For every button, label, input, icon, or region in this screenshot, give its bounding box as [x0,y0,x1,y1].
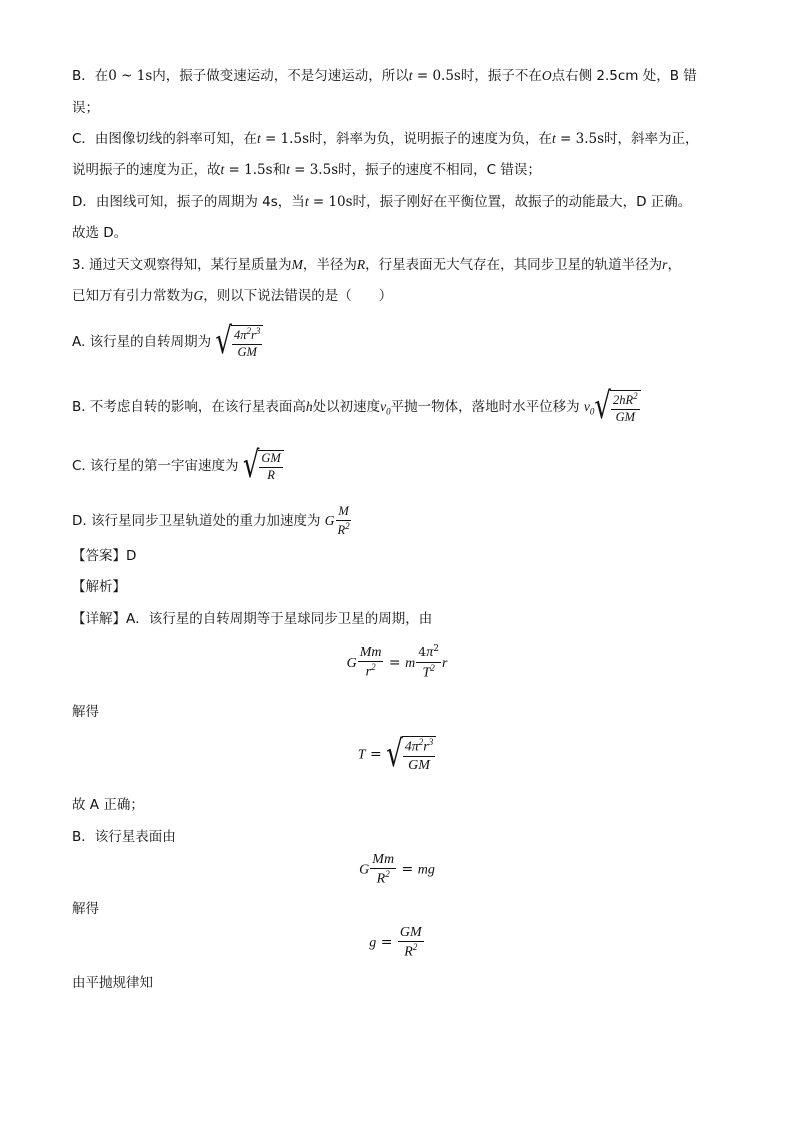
explanation-c-line-1 [72,130,699,148]
explanation-b-line-2: 误； [72,100,99,116]
math-text: = 10s [308,194,353,210]
projectile-rule-line: 由平抛规律知 [72,975,153,991]
text: D．由图线可知，振子的周期为 4s，当 [72,194,305,210]
math-var: O [541,68,552,83]
explanation-b-line-1 [72,67,697,85]
option-d-formula: $\frac{M}{R^2}$ [337,504,350,537]
math-text: = 0.5s [412,68,461,84]
text: 和 [272,162,287,178]
math-var: $v_0$ [380,398,391,417]
text: 时，振子不在 [460,68,542,84]
equation-1: G $\frac{Mm}{r^2}$ = m $\frac{4\pi^2}{T^2}$ r [346,644,448,681]
option-b [72,386,641,429]
explanation-c-line-2 [72,161,541,179]
option-a-text: A. 该行星的自转周期为 [72,333,212,350]
math-var: G [193,288,204,303]
solve-label-1: 解得 [72,704,99,720]
text: 点右侧 2.5cm 处，B 错 [551,68,697,84]
text: ，半径为 [302,257,357,273]
option-c-formula: √ $\frac{GM}{R}$ [243,450,284,483]
math-var: t [286,162,290,177]
math-text: = 3.5s [555,131,605,147]
text: 内，振子做变速运动，不是匀速运动，所以 [152,68,409,84]
equation-2: T = √ $\frac{4\pi^2r^3}{GM}$ [0,736,794,773]
option-d [72,505,353,538]
option-a [72,321,263,364]
math-var: h [305,398,313,414]
math-var: $v_0$ [583,398,595,417]
b-surface-line: B．该行星表面由 [72,829,176,845]
math-text: = 1.5s [260,131,309,147]
option-b-text: B. 不考虑自转的影响，在该行星表面高 [72,398,306,415]
text: 时，振子刚好在平衡位置，故振子的动能最大，D 正确。 [352,194,692,210]
equation-4: g = $\frac{GM}{R^2}$ [369,925,422,961]
text: ， [667,257,681,273]
text: 3. 通过天文观察得知，某行星质量为 [72,257,292,273]
option-d-text: D. 该行星同步卫星轨道处的重力加速度为 [72,512,321,529]
text: 时，振子的速度不相同，C 错误； [338,162,541,178]
text: 说明振子的速度为正，故 [72,162,221,178]
math-var: r [662,257,668,272]
option-c [72,445,284,488]
solve-label-2: 解得 [72,901,99,917]
text: 处以初速度 [312,398,381,415]
detail-line: 【详解】A．该行星的自转周期等于星球同步卫星的周期，由 [72,611,433,627]
math-var: R [356,257,366,272]
option-c-text: C. 该行星的第一宇宙速度为 [72,457,239,474]
equation-3: G $\frac{Mm}{R^2}$ = mg [359,852,435,888]
question-3-line-2 [72,287,392,305]
text: 时，斜率为负，说明振子的速度为负，在 [309,131,552,147]
a-correct-line: 故 A 正确； [72,797,144,813]
text: 平抛一物体，落地时水平位移为 [390,398,580,415]
text: ，行星表面无大气存在，其同步卫星的轨道半径为 [365,257,663,273]
math-text: = 3.5s [289,162,339,178]
answer-line: 【答案】D [72,548,137,564]
explanation-d-line [72,193,691,211]
math-text: = 1.5s [224,162,273,178]
math-var: t [408,68,413,83]
selection-line: 故选 D。 [72,225,128,241]
math-var: t [256,131,261,146]
math-text: 0 ~ 1s [108,68,153,84]
math-var: M [291,257,303,272]
text: 已知万有引力常数为 [72,288,194,304]
math-var: t [220,162,225,177]
question-3-line-1 [72,256,681,274]
text: 时，斜率为正， [604,131,699,147]
text: ，则以下说法错误的是（ ） [203,288,393,304]
option-a-formula: √ $\frac{4\pi^2r^3}{GM}$ [215,325,263,360]
text: B．在 [72,68,109,84]
math-var: t [552,131,556,146]
math-var: G [324,512,335,528]
analysis-heading: 【解析】 [72,579,126,595]
option-b-formula: √ $\frac{2hR^2}{GM}$ [594,390,640,425]
text: C．由图像切线的斜率可知，在 [72,131,257,147]
math-var: t [304,194,309,209]
